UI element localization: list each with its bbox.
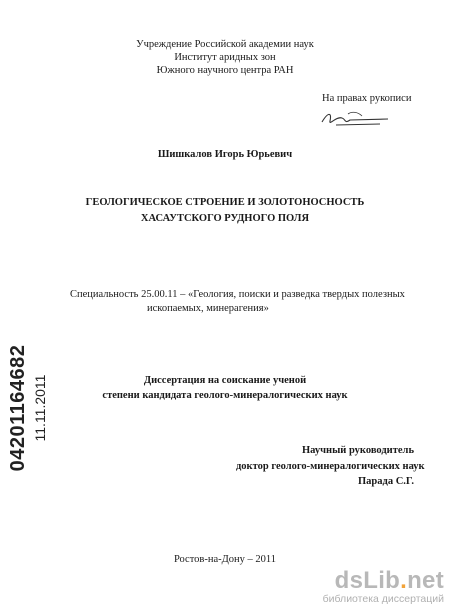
stamp-date: 11.11.2011 — [32, 374, 48, 442]
degree-line-1: Диссертация на соискание ученой — [143, 375, 307, 386]
specialty-line-1: Специальность 25.00.11 – «Геология, поиски и разведка твердых полезных — [70, 289, 405, 300]
signature-icon — [318, 108, 394, 130]
institution-line-2: Институт аридных зон — [174, 52, 276, 63]
watermark-subtitle: библиотека диссертаций — [322, 593, 444, 605]
city-year: Ростов-на-Дону – 2011 — [173, 554, 277, 565]
institution-line-1: Учреждение Российской академии наук — [136, 39, 314, 50]
manuscript-note: На правах рукописи — [322, 93, 412, 104]
supervisor-degree: доктор геолого-минералогических наук — [236, 461, 425, 472]
title-line-2: ХАСАУТСКОГО РУДНОГО ПОЛЯ — [140, 213, 310, 224]
registration-stamp — [7, 323, 51, 493]
supervisor-role: Научный руководитель — [302, 445, 414, 456]
stamp-number: 04201164682 — [7, 344, 29, 472]
watermark-logo: dsLib.net — [334, 567, 444, 594]
degree-line-2: степени кандидата геолого-минералогических наук — [102, 390, 348, 401]
watermark — [274, 567, 444, 607]
supervisor-name: Парада С.Г. — [358, 476, 415, 487]
specialty-line-2: ископаемых, минерагения» — [147, 303, 269, 314]
author-name: Шишкалов Игорь Юрьевич — [157, 149, 293, 160]
institution-line-3: Южного научного центра РАН — [156, 65, 294, 76]
title-line-1: ГЕОЛОГИЧЕСКОЕ СТРОЕНИЕ И ЗОЛОТОНОСНОСТЬ — [85, 197, 365, 208]
